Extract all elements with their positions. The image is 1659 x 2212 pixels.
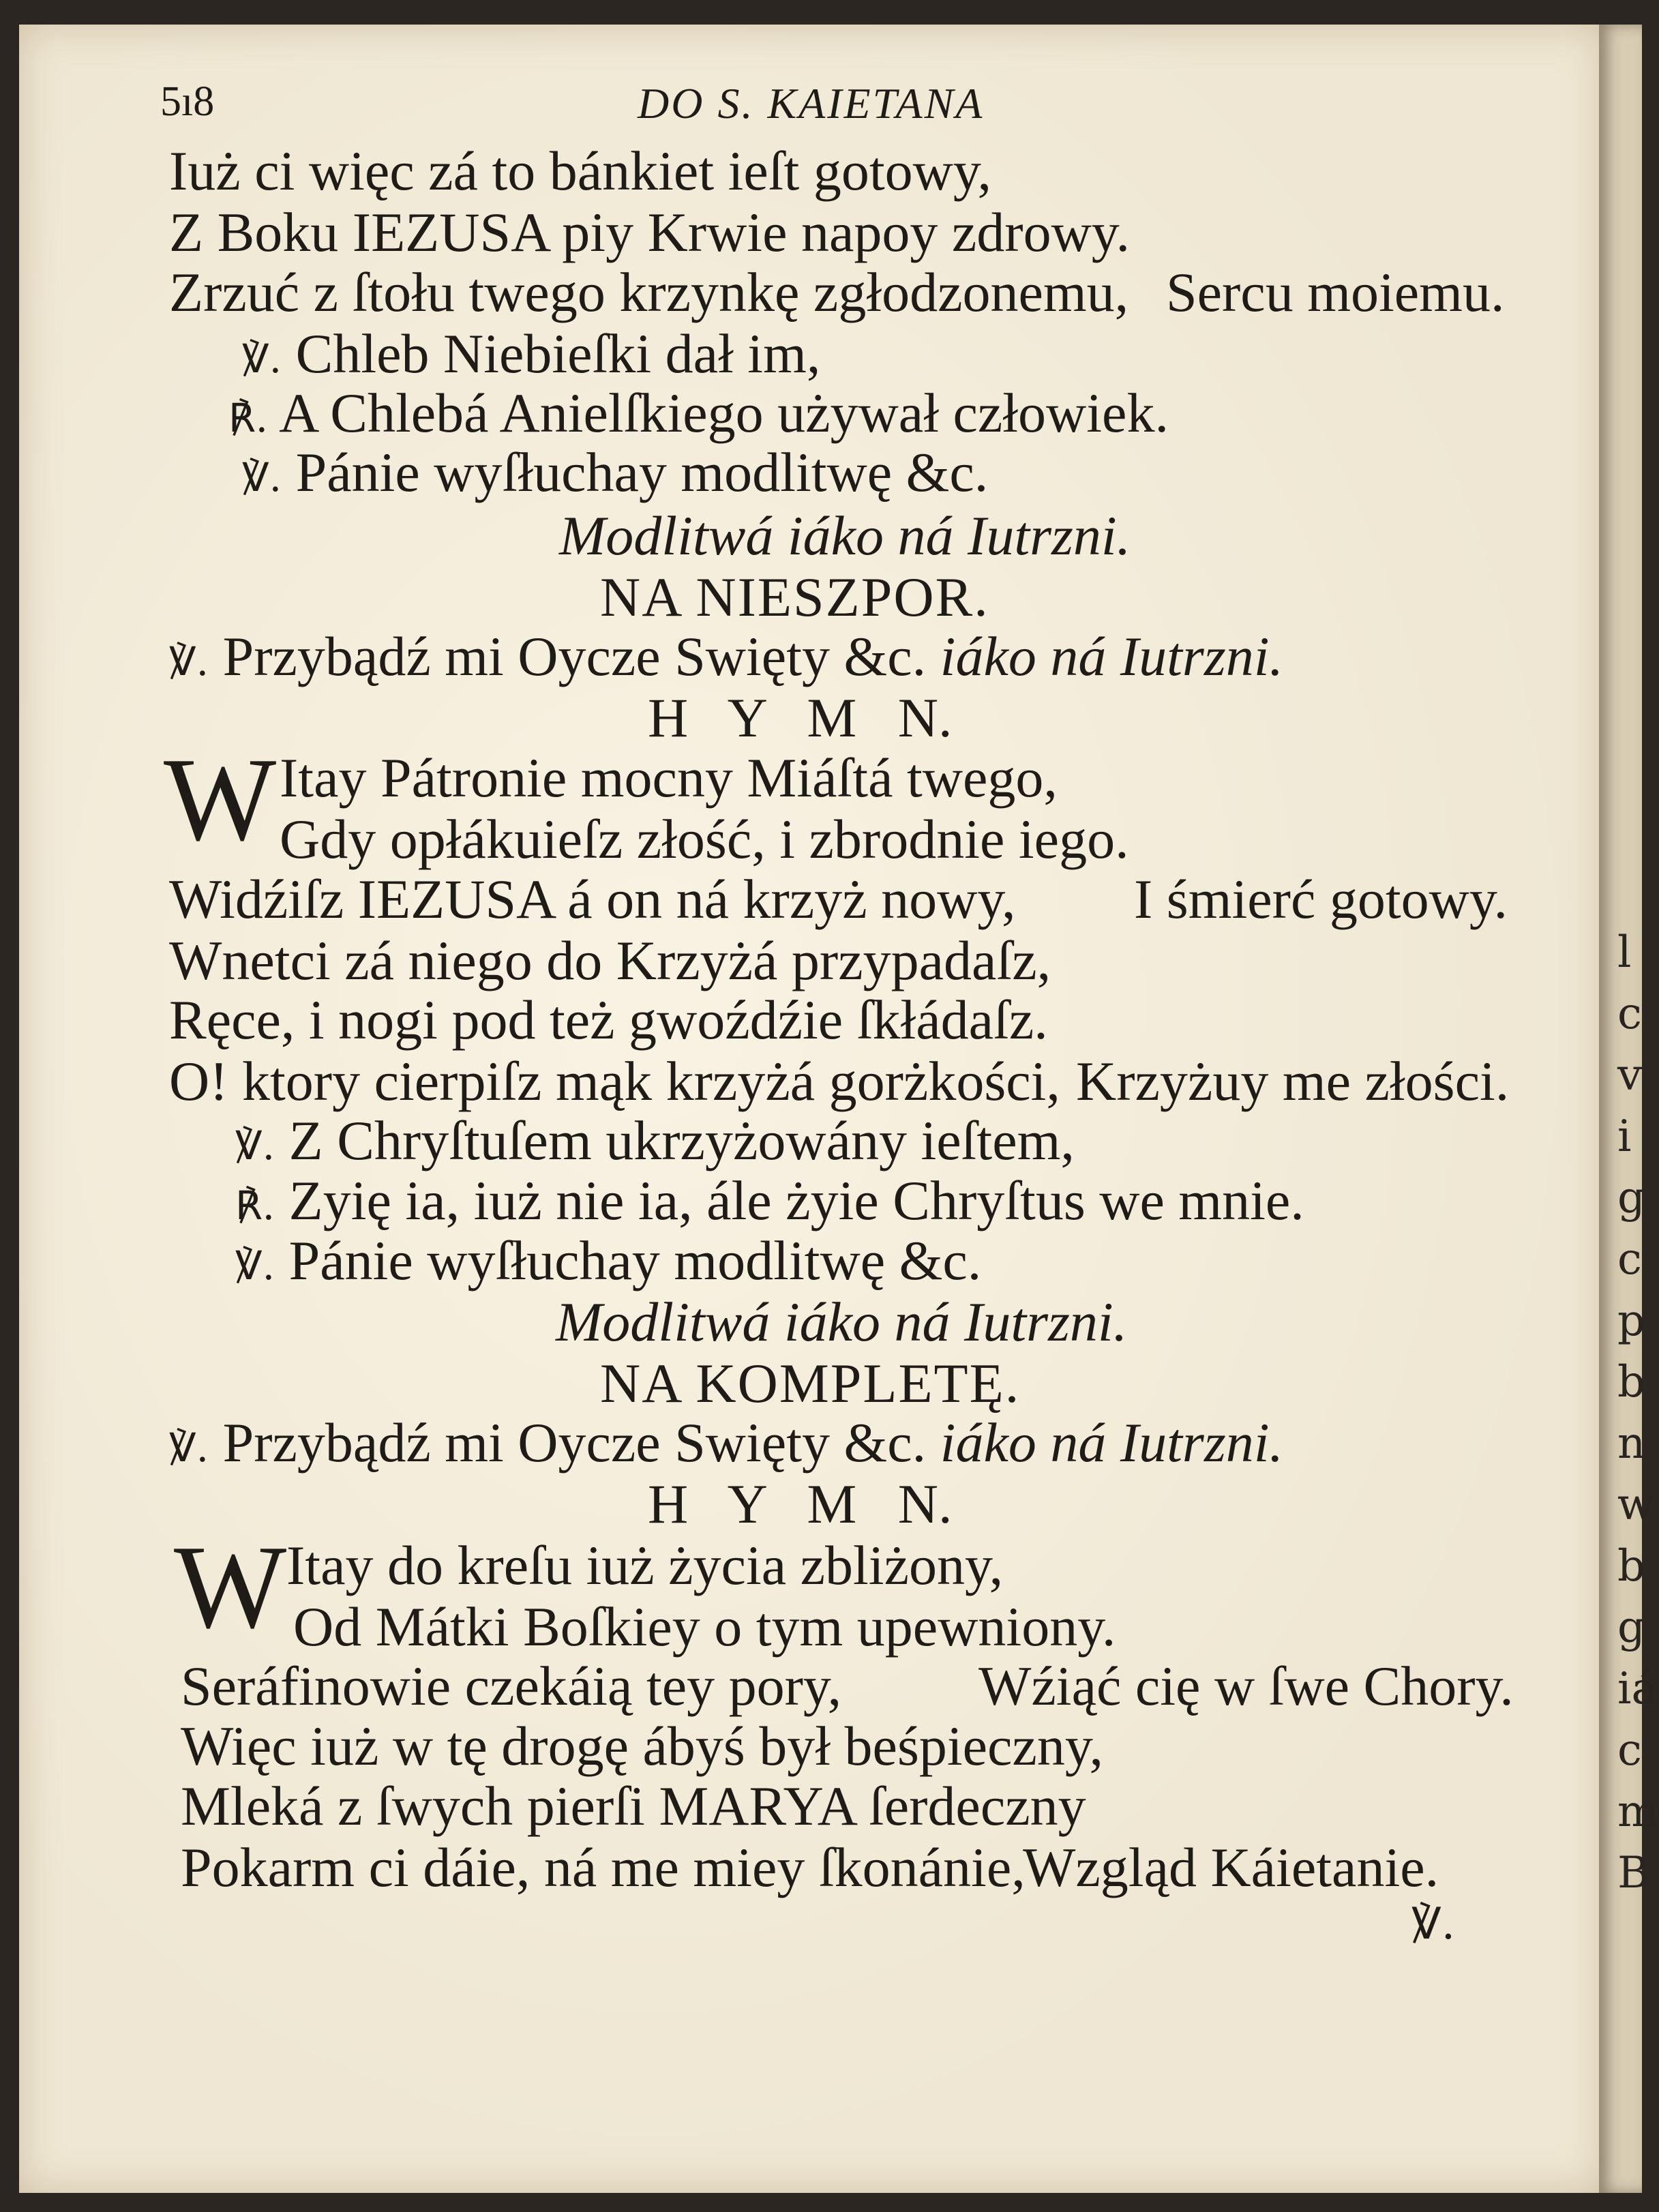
response-text: A Chlebá Anielſkiego używał człowiek.: [279, 382, 1169, 444]
text-line: [181, 1655, 1544, 1717]
line-end: Krzyżuy me złości.: [1076, 1050, 1510, 1112]
text-line: Więc iuż w tę drogę ábyś był beśpieczny,: [181, 1715, 1103, 1777]
versicle-line: [242, 323, 821, 385]
text-line: Wnetci zá niego do Krzyżá przypadaſz,: [169, 929, 1051, 991]
next-page-letter: iá: [1617, 1664, 1658, 1714]
next-page-letter: c: [1617, 1725, 1642, 1776]
versicle-line: [169, 625, 1284, 687]
next-page-letter: c: [1617, 1234, 1642, 1285]
text-line: [169, 868, 1533, 930]
response-line: [228, 382, 1169, 444]
next-page-letter: m: [1617, 1787, 1659, 1837]
versicle-text: Pánie wyſłuchay modlitwę &c.: [295, 441, 989, 503]
versicle-symbol: ℣.: [169, 1424, 209, 1471]
next-page-letter: l: [1617, 927, 1632, 978]
next-page-letter: b: [1617, 1541, 1645, 1591]
next-page-letter: p: [1617, 1296, 1645, 1346]
versicle-text: Przybądź mi Oycze Swięty &c.: [222, 1411, 927, 1474]
line-start: Pokarm ci dáie, ná me miey ſkonánie,: [181, 1836, 1026, 1898]
line-end: Wzgląd Káietanie.: [1023, 1836, 1439, 1898]
next-page-letter: w: [1617, 1480, 1655, 1530]
text-line: [181, 1836, 1544, 1898]
versicle-text: Przybądź mi Oycze Swięty &c.: [222, 625, 927, 687]
text-line: Ręce, i nogi pod też gwoźdźie ſkłádaſz.: [169, 989, 1048, 1051]
rubric-reference: iáko ná Iutrzni.: [940, 1411, 1284, 1474]
text-line: [169, 261, 1519, 323]
versicle-symbol: ℣.: [235, 1122, 275, 1169]
versicle-symbol: ℣.: [235, 1242, 275, 1289]
line-start: O! ktory cierpiſz mąk krzyżá gorżkości,: [169, 1050, 1060, 1112]
response-line: [235, 1169, 1304, 1231]
response-symbol: ℟.: [228, 395, 269, 441]
next-page-letter: v: [1617, 1050, 1643, 1101]
text-line: [169, 1050, 1533, 1112]
line-start: Zrzuć z ſtołu twego krzynkę zgłodzonemu,: [169, 261, 1129, 323]
versicle-text: Z Chryſtuſem ukrzyżowány ieſtem,: [288, 1109, 1075, 1171]
response-symbol: ℟.: [235, 1182, 275, 1229]
text-line: Itay do kreſu iuż życia zbliżony,: [286, 1534, 1004, 1596]
hymn-heading: H Y M N.: [648, 687, 953, 749]
versicle-text: Chleb Niebieſki dał im,: [295, 323, 821, 385]
next-page-letter: c: [1617, 989, 1642, 1039]
versicle-line: [235, 1109, 1075, 1171]
drop-cap: W: [164, 733, 277, 865]
versicle-line: [169, 1411, 1284, 1474]
hymn-heading: H Y M N.: [648, 1473, 953, 1535]
line-start: Seráfinowie czekáią tey pory,: [181, 1655, 842, 1717]
page-number: 5ı8: [160, 78, 215, 125]
prayer-rubric: Modlitwá iáko ná Iutrzni.: [556, 1291, 1128, 1353]
versicle-text: Pánie wyſłuchay modlitwę &c.: [288, 1229, 982, 1291]
line-start: Widźiſz IEZUSA á on ná krzyż nowy,: [169, 868, 1016, 930]
versicle-symbol: ℣.: [242, 335, 282, 382]
next-page-letter: g: [1617, 1602, 1645, 1653]
text-line: Gdy opłákuieſz złość, i zbrodnie iego.: [280, 808, 1129, 870]
versicle-line: [235, 1229, 982, 1291]
versicle-line: [242, 441, 989, 503]
catchword: ℣.: [1411, 1899, 1456, 1949]
prayer-rubric: Modlitwá iáko ná Iutrzni.: [559, 505, 1131, 567]
versicle-symbol: ℣.: [242, 454, 282, 500]
next-page-letter: g: [1617, 1173, 1645, 1223]
line-end: Wźiąć cię w ſwe Chory.: [978, 1655, 1514, 1717]
text-line: Itay Pátronie mocny Miáſtá twego,: [280, 747, 1058, 809]
section-heading: NA KOMPLETĘ.: [600, 1352, 1021, 1414]
text-line: Od Mátki Boſkiey o tym upewniony.: [293, 1596, 1116, 1658]
line-end: I śmierć gotowy.: [1134, 868, 1508, 930]
versicle-symbol: ℣.: [169, 638, 209, 685]
next-page-letter: b: [1617, 1357, 1645, 1407]
text-line: Z Boku IEZUSA piy Krwie napoy zdrowy.: [169, 201, 1130, 263]
next-page-letter: n: [1617, 1418, 1646, 1469]
line-end: Sercu moiemu.: [1166, 261, 1505, 323]
next-page-letter: B: [1617, 1848, 1650, 1898]
rubric-reference: iáko ná Iutrzni.: [940, 625, 1284, 687]
drop-cap: W: [174, 1521, 287, 1653]
next-page-letter: i: [1617, 1111, 1632, 1162]
text-line: Mleká z ſwych pierſi MARYA ſerdeczny: [181, 1775, 1086, 1837]
response-text: Zyię ia, iuż nie ia, ále żyie Chryſtus we mnie.: [288, 1169, 1304, 1231]
running-title: DO S. KAIETANA: [638, 79, 985, 128]
section-heading: NA NIESZPOR.: [600, 566, 989, 628]
text-line: Iuż ci więc zá to bánkiet ieſt gotowy,: [169, 140, 992, 202]
